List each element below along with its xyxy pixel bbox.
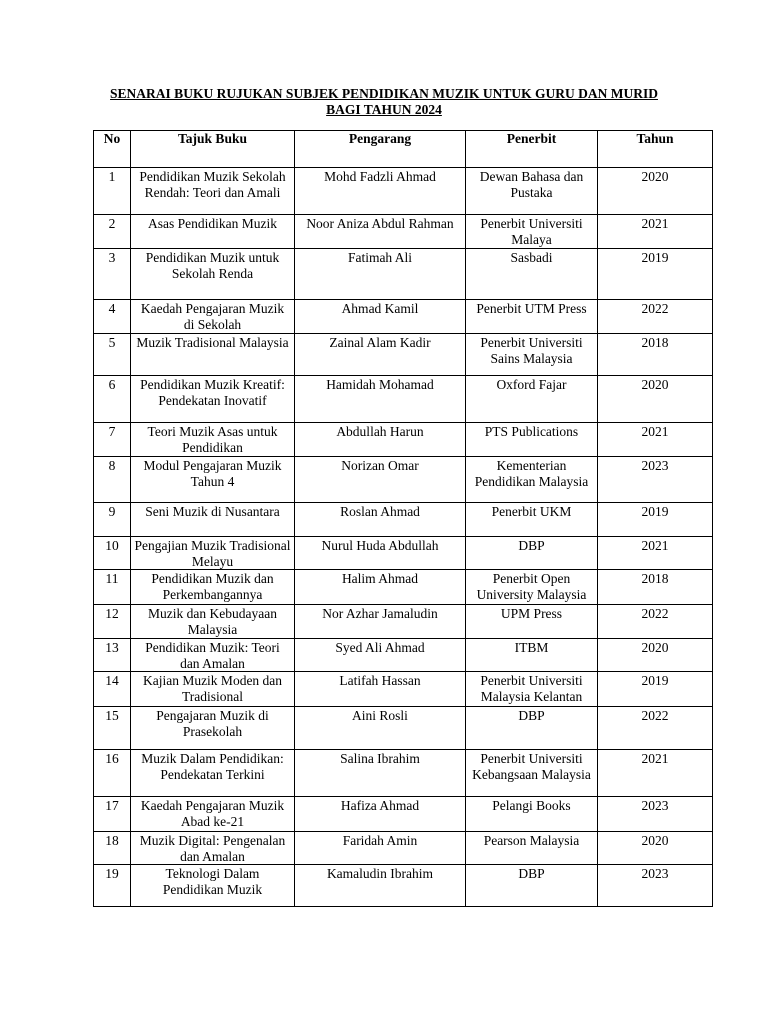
cell-tahun: 2019	[598, 672, 713, 707]
cell-tahun: 2019	[598, 503, 713, 537]
cell-tajuk: Muzik dan Kebudayaan Malaysia	[131, 605, 295, 639]
cell-tahun: 2020	[598, 168, 713, 215]
cell-pengarang: Faridah Amin	[295, 832, 466, 865]
cell-penerbit: Penerbit UKM	[466, 503, 598, 537]
cell-tajuk: Muzik Digital: Pengenalan dan Amalan	[131, 832, 295, 865]
table-row	[94, 865, 713, 907]
table-row	[94, 249, 713, 300]
cell-tahun: 2020	[598, 376, 713, 423]
table-row	[94, 423, 713, 457]
cell-pengarang: Abdullah Harun	[295, 423, 466, 457]
table-row	[94, 503, 713, 537]
table-row	[94, 750, 713, 797]
cell-pengarang: Halim Ahmad	[295, 570, 466, 605]
cell-penerbit: DBP	[466, 537, 598, 570]
table-row	[94, 797, 713, 832]
cell-penerbit: UPM Press	[466, 605, 598, 639]
cell-pengarang: Salina Ibrahim	[295, 750, 466, 797]
cell-tahun: 2023	[598, 457, 713, 503]
cell-pengarang: Nurul Huda Abdullah	[295, 537, 466, 570]
cell-no: 4	[94, 300, 131, 334]
cell-penerbit: Kementerian Pendidikan Malaysia	[466, 457, 598, 503]
cell-no: 11	[94, 570, 131, 605]
cell-pengarang: Syed Ali Ahmad	[295, 639, 466, 672]
cell-tahun: 2023	[598, 797, 713, 832]
cell-penerbit: Pelangi Books	[466, 797, 598, 832]
cell-tajuk: Kaedah Pengajaran Muzik di Sekolah	[131, 300, 295, 334]
cell-no: 18	[94, 832, 131, 865]
table-row	[94, 707, 713, 750]
table-row	[94, 457, 713, 503]
cell-no: 7	[94, 423, 131, 457]
cell-tahun: 2022	[598, 707, 713, 750]
cell-no: 13	[94, 639, 131, 672]
table-row	[94, 605, 713, 639]
cell-no: 2	[94, 215, 131, 249]
cell-tahun: 2018	[598, 334, 713, 376]
cell-no: 17	[94, 797, 131, 832]
cell-pengarang: Fatimah Ali	[295, 249, 466, 300]
cell-pengarang: Roslan Ahmad	[295, 503, 466, 537]
cell-pengarang: Hamidah Mohamad	[295, 376, 466, 423]
table-row	[94, 570, 713, 605]
cell-penerbit: Penerbit Universiti Malaya	[466, 215, 598, 249]
cell-penerbit: ITBM	[466, 639, 598, 672]
cell-penerbit: Pearson Malaysia	[466, 832, 598, 865]
cell-tajuk: Pendidikan Muzik: Teori dan Amalan	[131, 639, 295, 672]
cell-tahun: 2019	[598, 249, 713, 300]
header-pengarang: Pengarang	[295, 131, 466, 168]
cell-penerbit: Penerbit Universiti Kebangsaan Malaysia	[466, 750, 598, 797]
cell-tahun: 2021	[598, 423, 713, 457]
table-row	[94, 334, 713, 376]
cell-tajuk: Teknologi Dalam Pendidikan Muzik	[131, 865, 295, 907]
cell-no: 1	[94, 168, 131, 215]
cell-tahun: 2020	[598, 639, 713, 672]
cell-no: 5	[94, 334, 131, 376]
cell-no: 14	[94, 672, 131, 707]
cell-pengarang: Aini Rosli	[295, 707, 466, 750]
cell-tajuk: Pendidikan Muzik Sekolah Rendah: Teori dan Amali	[131, 168, 295, 215]
cell-pengarang: Norizan Omar	[295, 457, 466, 503]
cell-penerbit: Penerbit UTM Press	[466, 300, 598, 334]
cell-tajuk: Pendidikan Muzik dan Perkembangannya	[131, 570, 295, 605]
cell-penerbit: DBP	[466, 865, 598, 907]
table-row	[94, 672, 713, 707]
cell-tahun: 2023	[598, 865, 713, 907]
title-line-2: BAGI TAHUN 2024	[326, 102, 442, 117]
cell-pengarang: Zainal Alam Kadir	[295, 334, 466, 376]
cell-pengarang: Ahmad Kamil	[295, 300, 466, 334]
cell-tahun: 2021	[598, 215, 713, 249]
table-row	[94, 376, 713, 423]
cell-no: 9	[94, 503, 131, 537]
cell-pengarang: Latifah Hassan	[295, 672, 466, 707]
table-body	[94, 168, 713, 907]
cell-penerbit: Oxford Fajar	[466, 376, 598, 423]
header-tajuk-buku: Tajuk Buku	[131, 131, 295, 168]
cell-no: 16	[94, 750, 131, 797]
cell-tajuk: Pengajian Muzik Tradisional Melayu	[131, 537, 295, 570]
header-tahun: Tahun	[598, 131, 713, 168]
table-row	[94, 832, 713, 865]
cell-tajuk: Pengajaran Muzik di Prasekolah	[131, 707, 295, 750]
cell-no: 15	[94, 707, 131, 750]
cell-tajuk: Seni Muzik di Nusantara	[131, 503, 295, 537]
table-row	[94, 300, 713, 334]
cell-tajuk: Muzik Tradisional Malaysia	[131, 334, 295, 376]
cell-penerbit: PTS Publications	[466, 423, 598, 457]
header-no: No	[94, 131, 131, 168]
title-line-1: SENARAI BUKU RUJUKAN SUBJEK PENDIDIKAN MUZIK UNTUK GURU DAN MURID	[110, 86, 658, 101]
cell-no: 3	[94, 249, 131, 300]
table-row	[94, 168, 713, 215]
cell-tahun: 2022	[598, 605, 713, 639]
document-title	[80, 86, 688, 118]
cell-tajuk: Asas Pendidikan Muzik	[131, 215, 295, 249]
cell-no: 6	[94, 376, 131, 423]
cell-penerbit: Sasbadi	[466, 249, 598, 300]
cell-tajuk: Pendidikan Muzik untuk Sekolah Renda	[131, 249, 295, 300]
cell-tajuk: Modul Pengajaran Muzik Tahun 4	[131, 457, 295, 503]
table-row	[94, 639, 713, 672]
cell-tahun: 2021	[598, 750, 713, 797]
cell-no: 19	[94, 865, 131, 907]
cell-no: 10	[94, 537, 131, 570]
cell-tahun: 2022	[598, 300, 713, 334]
cell-tajuk: Pendidikan Muzik Kreatif: Pendekatan Inovatif	[131, 376, 295, 423]
cell-tahun: 2020	[598, 832, 713, 865]
cell-penerbit: Penerbit Universiti Malaysia Kelantan	[466, 672, 598, 707]
cell-tahun: 2021	[598, 537, 713, 570]
cell-pengarang: Noor Aniza Abdul Rahman	[295, 215, 466, 249]
cell-pengarang: Nor Azhar Jamaludin	[295, 605, 466, 639]
table-header-row	[94, 131, 713, 168]
table-row	[94, 537, 713, 570]
cell-pengarang: Mohd Fadzli Ahmad	[295, 168, 466, 215]
cell-tajuk: Kajian Muzik Moden dan Tradisional	[131, 672, 295, 707]
header-penerbit: Penerbit	[466, 131, 598, 168]
cell-penerbit: DBP	[466, 707, 598, 750]
cell-no: 8	[94, 457, 131, 503]
table-row	[94, 215, 713, 249]
cell-tahun: 2018	[598, 570, 713, 605]
cell-pengarang: Hafiza Ahmad	[295, 797, 466, 832]
cell-tajuk: Kaedah Pengajaran Muzik Abad ke-21	[131, 797, 295, 832]
cell-penerbit: Penerbit Universiti Sains Malaysia	[466, 334, 598, 376]
reference-table	[93, 130, 713, 907]
cell-no: 12	[94, 605, 131, 639]
cell-tajuk: Muzik Dalam Pendidikan: Pendekatan Terkini	[131, 750, 295, 797]
cell-penerbit: Penerbit Open University Malaysia	[466, 570, 598, 605]
cell-pengarang: Kamaludin Ibrahim	[295, 865, 466, 907]
cell-tajuk: Teori Muzik Asas untuk Pendidikan	[131, 423, 295, 457]
cell-penerbit: Dewan Bahasa dan Pustaka	[466, 168, 598, 215]
